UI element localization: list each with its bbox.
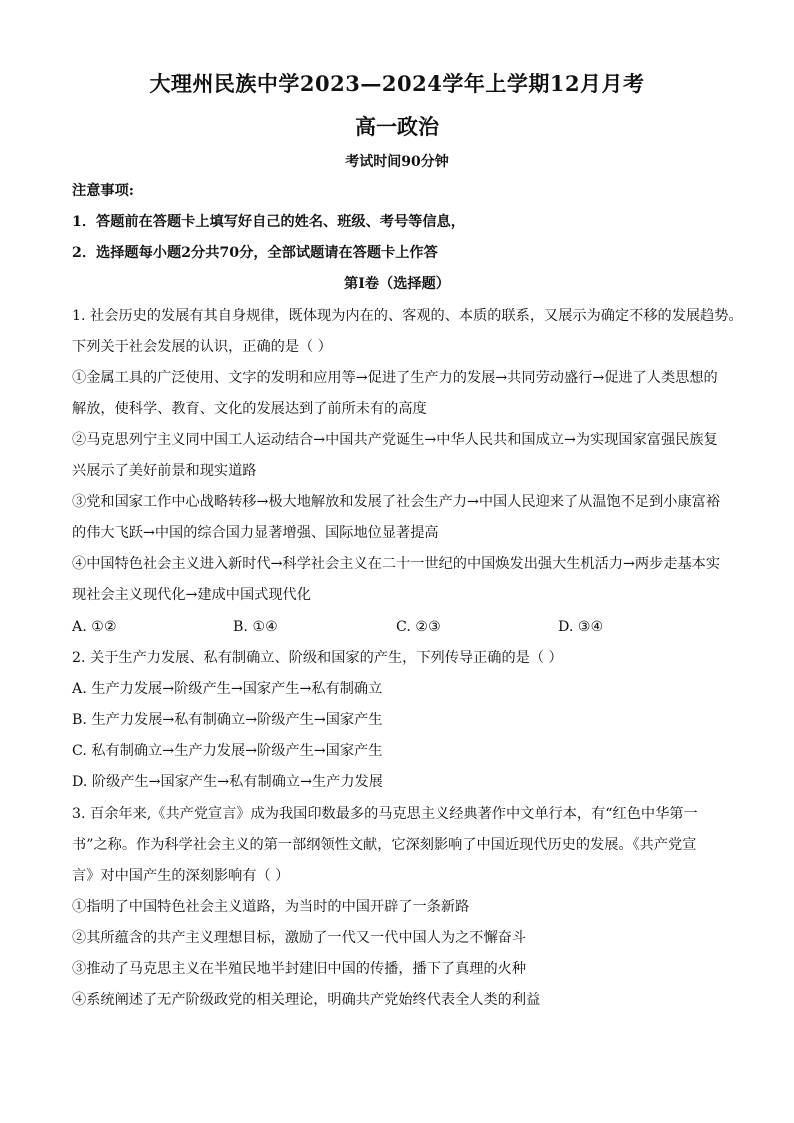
q1-line: 的伟大飞跃→中国的综合国力显著增强、国际地位显著提高 (72, 525, 439, 541)
q3-line: 3. 百余年来,《共产党宣言》成为我国印数最多的马克思主义经典著作中文单行本，有“红色中华第一 (72, 806, 698, 822)
q1-line: ②马克思列宁主义同中国工人运动结合→中国共产党诞生→中华人民共和国成立→为实现国家富强民族复 (72, 432, 718, 448)
q1-line: 兴展示了美好前景和现实道路 (72, 463, 257, 479)
q1-line: 1. 社会历史的发展有其自身规律，既体现为内在的、客观的、本质的联系，又展示为确定不移的发展趋势。 (72, 308, 743, 324)
q3-statement: ③推动了马克思主义在半殖民地半封建旧中国的传播，播下了真理的火种 (72, 961, 527, 977)
notice-heading: 注意事项: (72, 183, 134, 199)
q1-line: ③党和国家工作中心战略转移→极大地解放和发展了社会生产力→中国人民迎来了从温饱不足到小康富裕 (72, 494, 721, 510)
exam-time: 考试时间90分钟 (345, 154, 449, 170)
q1-option-b: B. ①④ (233, 619, 278, 635)
q3-statement: ④系统阐述了无产阶级政党的相关理论，明确共产党始终代表全人类的利益 (72, 992, 541, 1008)
q1-option-c: C. ②③ (396, 619, 441, 635)
q2-option-b: B. 生产力发展→私有制确立→阶级产生→国家产生 (72, 712, 383, 728)
q1-line: 解放，使科学、教育、文化的发展达到了前所未有的高度 (72, 401, 427, 417)
q1-option-d: D. ③④ (558, 619, 604, 635)
q3-statement: ②其所蕴含的共产主义理想目标，激励了一代又一代中国人为之不懈奋斗 (72, 930, 527, 946)
q2-option-a: A. 生产力发展→阶级产生→国家产生→私有制确立 (72, 681, 383, 697)
notice-item: 1．答题前在答题卡上填写好自己的姓名、班级、考号等信息， (72, 214, 465, 230)
q3-line: 言》对中国产生的深刻影响有（ ） (72, 868, 290, 884)
q1-line: 现社会主义现代化→建成中国式现代化 (72, 587, 311, 603)
q1-option-a: A. ①② (72, 619, 117, 635)
q3-line: 书”之称。作为科学社会主义的第一部纲领性文献，它深刻影响了中国近现代历史的发展。《共产党宣 (72, 837, 697, 853)
subject-title: 高一政治 (355, 114, 439, 139)
section-title: 第I卷（选择题） (344, 276, 450, 292)
q1-line: 下列关于社会发展的认识，正确的是（ ） (72, 339, 332, 355)
q2-option-c: C. 私有制确立→生产力发展→阶级产生→国家产生 (72, 743, 383, 759)
notice-item: 2．选择题每小题2分共70分，全部试题请在答题卡上作答 (72, 245, 438, 261)
q2-option-d: D. 阶级产生→国家产生→私有制确立→生产力发展 (72, 774, 383, 790)
q2-stem: 2. 关于生产力发展、私有制确立、阶级和国家的产生，下列传导正确的是（ ） (72, 650, 563, 666)
exam-title: 大理州民族中学2023—2024学年上学期12月月考 (149, 71, 645, 96)
q1-line: ④中国特色社会主义进入新时代→科学社会主义在二十一世纪的中国焕发出强大生机活力→两步走基本实 (72, 556, 721, 572)
q3-statement: ①指明了中国特色社会主义道路，为当时的中国开辟了一条新路 (72, 899, 470, 915)
q1-line: ①金属工具的广泛使用、文字的发明和应用等→促进了生产力的发展→共同劳动盛行→促进了人类思想的 (72, 370, 718, 386)
